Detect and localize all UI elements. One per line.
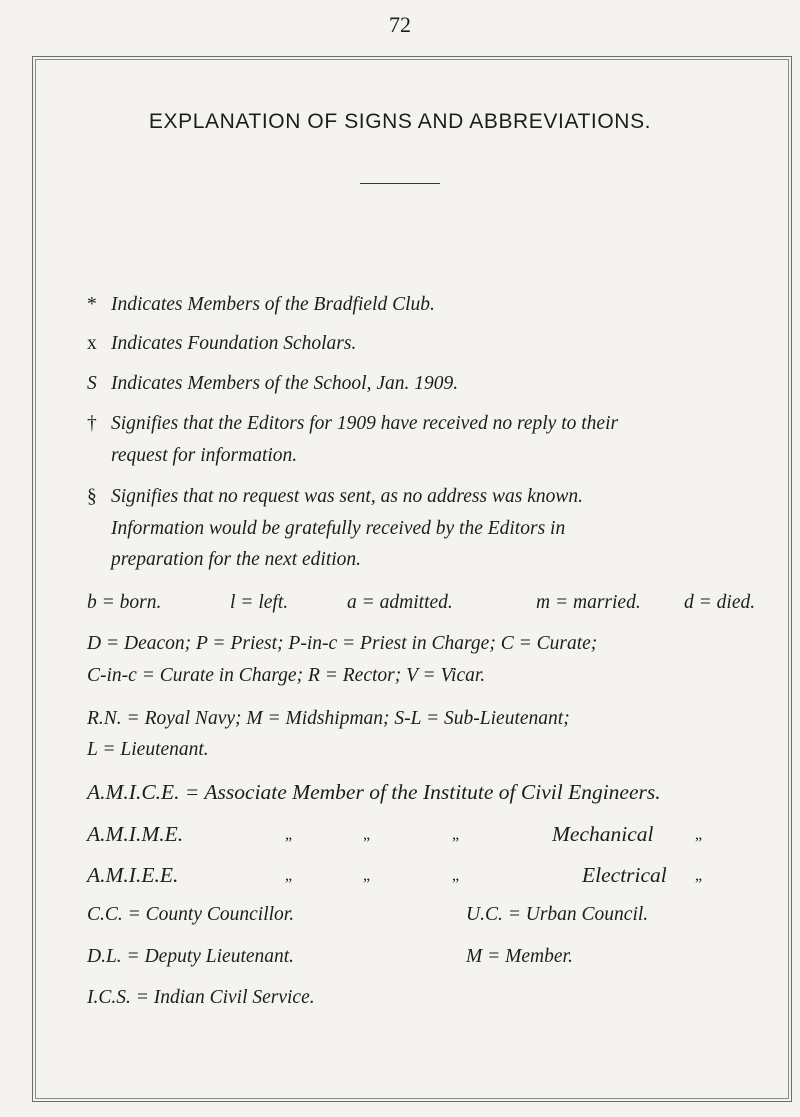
sign-school-text: Indicates Members of the School, Jan. 1909. bbox=[111, 373, 459, 394]
abbr-county-councillor: C.C. = County Councillor. bbox=[87, 904, 295, 925]
military-line2: L = Lieutenant. bbox=[87, 739, 209, 760]
page-number: 72 bbox=[389, 12, 411, 37]
abbr-indian-civil-service: I.C.S. = Indian Civil Service. bbox=[87, 987, 315, 1008]
abbr-left: l = left. bbox=[230, 592, 289, 613]
ditto-mark: „ bbox=[695, 867, 703, 884]
amiee-abbr: A.M.I.E.E. bbox=[87, 863, 179, 887]
ditto-mark: „ bbox=[363, 867, 371, 884]
sign-foundation-text: Indicates Foundation Scholars. bbox=[111, 333, 357, 354]
school-symbol: S bbox=[87, 373, 97, 394]
sign-dagger-line2: request for information. bbox=[111, 445, 298, 466]
abbr-deputy-lieutenant: D.L. = Deputy Lieutenant. bbox=[87, 946, 295, 967]
ditto-mark: „ bbox=[363, 826, 371, 843]
clergy-line1: D = Deacon; P = Priest; P-in-c = Priest in Charge; C = Curate; bbox=[87, 633, 598, 654]
sign-school bbox=[87, 373, 458, 395]
ditto-mark: „ bbox=[285, 826, 293, 843]
ditto-mark: „ bbox=[695, 826, 703, 843]
section-symbol: § bbox=[87, 486, 97, 507]
abbr-born: b = born. bbox=[87, 592, 162, 613]
amice-line: A.M.I.C.E. = Associate Member of the Institute of Civil Engineers. bbox=[87, 780, 661, 804]
abbr-member: M = Member. bbox=[466, 946, 573, 967]
sign-section-line3: preparation for the next edition. bbox=[111, 549, 362, 570]
sign-foundation bbox=[87, 333, 356, 355]
page-heading: EXPLANATION OF SIGNS AND ABBREVIATIONS. bbox=[148, 110, 652, 133]
sign-section-line1: Signifies that no request was sent, as no address was known. bbox=[111, 486, 583, 507]
abbr-died: d = died. bbox=[684, 592, 756, 613]
abbr-married: m = married. bbox=[536, 592, 641, 613]
dagger-symbol: † bbox=[87, 413, 97, 434]
sign-section bbox=[87, 486, 583, 508]
ditto-mark: „ bbox=[452, 826, 460, 843]
clergy-line2: C-in-c = Curate in Charge; R = Rector; V = Vicar. bbox=[87, 665, 486, 686]
amiee-field: Electrical bbox=[582, 863, 667, 887]
ditto-mark: „ bbox=[285, 867, 293, 884]
abbr-urban-council: U.C. = Urban Council. bbox=[466, 904, 649, 925]
asterisk-symbol: * bbox=[87, 294, 97, 315]
cross-symbol: x bbox=[87, 333, 97, 354]
abbr-admitted: a = admitted. bbox=[347, 592, 453, 613]
amime-field: Mechanical bbox=[552, 822, 654, 846]
sign-dagger bbox=[87, 413, 618, 435]
military-line1: R.N. = Royal Navy; M = Midshipman; S-L = Sub-Lieutenant; bbox=[87, 708, 570, 729]
sign-bradfield bbox=[87, 294, 435, 316]
ditto-mark: „ bbox=[452, 867, 460, 884]
amime-abbr: A.M.I.M.E. bbox=[87, 822, 184, 846]
sign-bradfield-text: Indicates Members of the Bradfield Club. bbox=[111, 294, 435, 315]
sign-section-line2: Information would be gratefully received by the Editors in bbox=[111, 518, 566, 539]
sign-dagger-line1: Signifies that the Editors for 1909 have received no reply to their bbox=[111, 413, 619, 434]
heading-rule bbox=[360, 183, 440, 184]
